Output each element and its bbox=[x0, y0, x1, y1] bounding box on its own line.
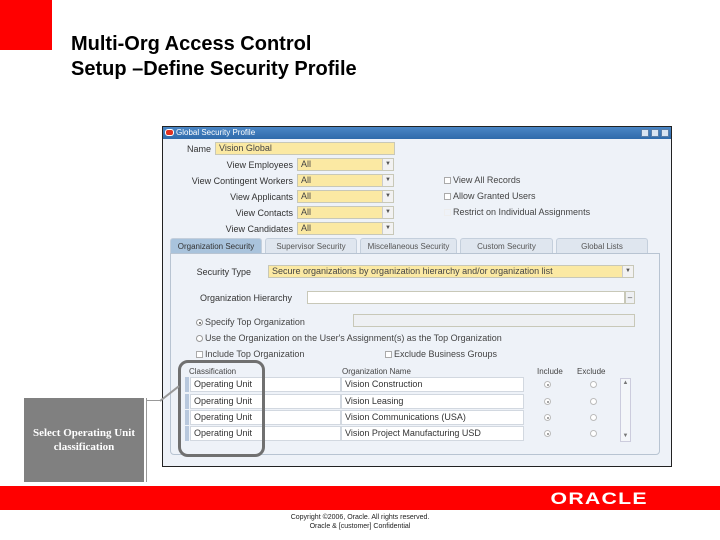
view-candidates-select[interactable] bbox=[297, 222, 394, 235]
table-scrollbar[interactable] bbox=[620, 378, 631, 442]
tab-bar bbox=[170, 238, 648, 253]
tab-global-lists[interactable]: Global Lists bbox=[556, 238, 648, 253]
view-contingent-workers-select[interactable] bbox=[297, 174, 394, 187]
checkbox-icon[interactable] bbox=[444, 193, 451, 200]
col-header-organization-name: Organization Name bbox=[342, 367, 411, 376]
oracle-logo: ORACLE bbox=[550, 489, 648, 508]
view-employees-select[interactable] bbox=[297, 158, 394, 171]
window-controls bbox=[641, 129, 669, 137]
include-radio[interactable] bbox=[544, 381, 551, 388]
callout-divider-line bbox=[146, 398, 147, 482]
allow-granted-users-label: Allow Granted Users bbox=[453, 191, 536, 201]
specify-top-org-radio[interactable] bbox=[196, 317, 305, 327]
col-header-include: Include bbox=[537, 367, 563, 376]
classification-cell[interactable]: Operating Unit bbox=[190, 377, 341, 392]
copyright-notice bbox=[260, 513, 460, 531]
copyright-line2: Oracle & [customer] Confidential bbox=[309, 523, 411, 530]
security-type-value: Secure organizations by organization hierarchy and/or organization list bbox=[272, 266, 553, 276]
tab-supervisor-security[interactable]: Supervisor Security bbox=[265, 238, 357, 253]
view-applicants-label: View Applicants bbox=[230, 192, 293, 202]
checkbox-icon[interactable] bbox=[196, 351, 203, 358]
exclude-business-groups-checkbox[interactable] bbox=[385, 349, 497, 359]
security-type-select[interactable] bbox=[268, 265, 634, 278]
close-icon[interactable] bbox=[661, 129, 669, 137]
view-contingent-workers-label: View Contingent Workers bbox=[191, 176, 293, 186]
view-applicants-value: All bbox=[301, 191, 312, 201]
organization-name-cell[interactable]: Vision Construction bbox=[341, 377, 524, 392]
slide-title-line1: Multi-Org Access Control bbox=[71, 33, 312, 55]
name-label: Name bbox=[186, 144, 211, 154]
checkbox-icon[interactable] bbox=[444, 177, 451, 184]
security-type-label: Security Type bbox=[196, 267, 251, 277]
slide-title bbox=[71, 32, 357, 82]
view-contacts-label: View Contacts bbox=[235, 208, 293, 218]
exclude-radio[interactable] bbox=[590, 398, 597, 405]
view-all-records-checkbox[interactable] bbox=[444, 175, 520, 185]
allow-granted-users-checkbox[interactable] bbox=[444, 191, 536, 201]
oracle-app-icon bbox=[165, 129, 174, 136]
use-assignment-org-radio[interactable] bbox=[196, 333, 502, 343]
chevron-down-icon[interactable]: ▼ bbox=[382, 223, 393, 234]
organization-name-cell[interactable]: Vision Communications (USA) bbox=[341, 410, 524, 425]
exclude-radio[interactable] bbox=[590, 414, 597, 421]
view-contacts-value: All bbox=[301, 207, 312, 217]
chevron-down-icon[interactable]: ▼ bbox=[622, 266, 633, 277]
classification-cell[interactable]: Operating Unit bbox=[190, 426, 341, 441]
top-organization-field[interactable] bbox=[353, 314, 635, 327]
view-contacts-select[interactable] bbox=[297, 206, 394, 219]
view-employees-label: View Employees bbox=[226, 160, 293, 170]
exclude-business-groups-label: Exclude Business Groups bbox=[394, 349, 498, 359]
lov-button[interactable]: – bbox=[625, 291, 635, 304]
include-radio[interactable] bbox=[544, 430, 551, 437]
chevron-down-icon[interactable]: ▼ bbox=[382, 159, 393, 170]
specify-top-org-label: Specify Top Organization bbox=[205, 317, 305, 327]
view-candidates-label: View Candidates bbox=[225, 224, 293, 234]
window-title: Global Security Profile bbox=[176, 128, 256, 137]
slide-title-line2: Setup –Define Security Profile bbox=[71, 58, 357, 80]
tab-miscellaneous-security[interactable]: Miscellaneous Security bbox=[360, 238, 457, 253]
view-applicants-select[interactable] bbox=[297, 190, 394, 203]
name-field[interactable]: Vision Global bbox=[215, 142, 395, 155]
chevron-down-icon[interactable]: ▼ bbox=[382, 191, 393, 202]
use-assignment-org-label: Use the Organization on the User's Assignment(s) as the Top Organization bbox=[205, 333, 502, 343]
classification-cell[interactable]: Operating Unit bbox=[190, 394, 341, 409]
organization-hierarchy-field[interactable] bbox=[307, 291, 625, 304]
organization-hierarchy-label: Organization Hierarchy bbox=[199, 293, 292, 303]
include-radio[interactable] bbox=[544, 398, 551, 405]
restrict-individual-assignments-label: Restrict on Individual Assignments bbox=[453, 207, 591, 217]
classification-highlight-box bbox=[178, 360, 265, 457]
restrict-individual-assignments-checkbox[interactable] bbox=[444, 207, 590, 217]
callout-text: Select Operating Unit classification bbox=[32, 427, 136, 453]
col-header-classification: Classification bbox=[189, 367, 237, 376]
organization-name-cell[interactable]: Vision Leasing bbox=[341, 394, 524, 409]
copyright-line1: Copyright ©2006, Oracle. All rights reserved. bbox=[290, 514, 430, 521]
organization-name-cell[interactable]: Vision Project Manufacturing USD bbox=[341, 426, 524, 441]
tab-organization-security[interactable]: Organization Security bbox=[170, 238, 262, 253]
include-top-org-checkbox[interactable] bbox=[196, 349, 304, 359]
minimize-icon[interactable] bbox=[641, 129, 649, 137]
chevron-down-icon[interactable]: ▼ bbox=[382, 175, 393, 186]
scroll-down-icon[interactable]: ▼ bbox=[622, 433, 629, 439]
include-top-org-label: Include Top Organization bbox=[205, 349, 305, 359]
radio-selected-icon[interactable] bbox=[196, 319, 203, 326]
checkbox-icon[interactable] bbox=[385, 351, 392, 358]
maximize-icon[interactable] bbox=[651, 129, 659, 137]
classification-cell[interactable]: Operating Unit bbox=[190, 410, 341, 425]
callout-connector-line bbox=[146, 400, 160, 401]
radio-unselected-icon[interactable] bbox=[196, 335, 203, 342]
view-employees-value: All bbox=[301, 159, 312, 169]
exclude-radio[interactable] bbox=[590, 430, 597, 437]
view-candidates-value: All bbox=[301, 223, 312, 233]
callout-box bbox=[24, 398, 144, 482]
tab-custom-security[interactable]: Custom Security bbox=[460, 238, 553, 253]
view-contingent-workers-value: All bbox=[301, 175, 312, 185]
col-header-exclude: Exclude bbox=[577, 367, 606, 376]
scroll-up-icon[interactable]: ▲ bbox=[622, 380, 629, 386]
view-all-records-label: View All Records bbox=[453, 175, 521, 185]
brand-red-square bbox=[0, 0, 52, 50]
exclude-radio[interactable] bbox=[590, 381, 597, 388]
checkbox-icon[interactable] bbox=[444, 209, 451, 216]
window-titlebar[interactable] bbox=[163, 127, 671, 139]
chevron-down-icon[interactable]: ▼ bbox=[382, 207, 393, 218]
include-radio[interactable] bbox=[544, 414, 551, 421]
